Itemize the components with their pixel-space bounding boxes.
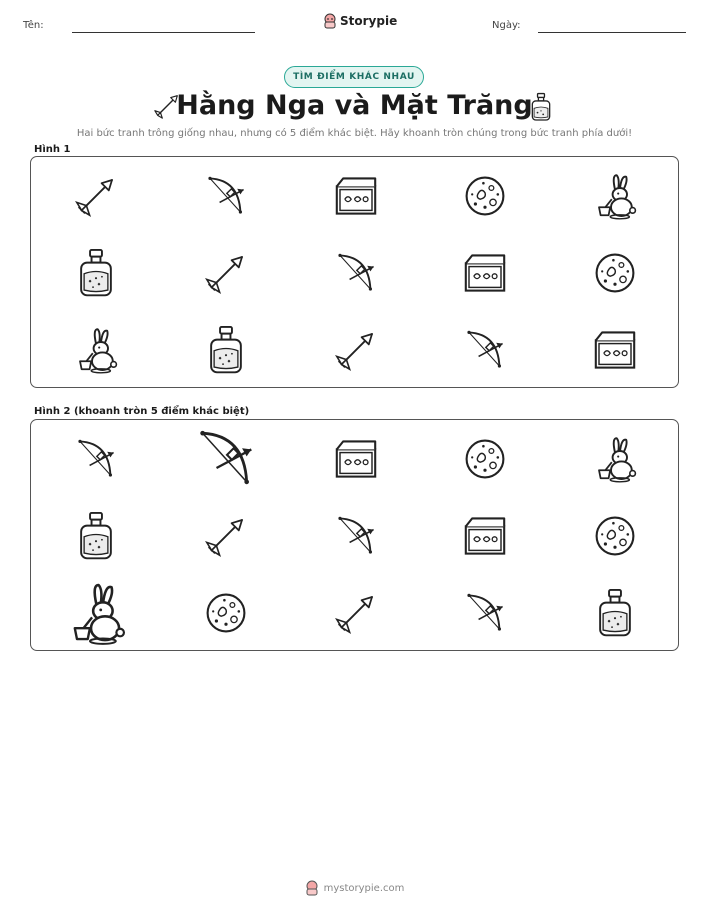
picture1-potion-icon[interactable] [72,247,120,299]
page-title: Hằng Nga và Mặt Trăng [176,90,533,121]
picture1-arrow-icon[interactable] [332,324,380,376]
picture1-moon-icon[interactable] [591,247,639,299]
picture1-rabbit-icon[interactable] [72,324,120,376]
picture2-chest-icon[interactable] [332,433,380,485]
picture2-chest-icon[interactable] [461,510,509,562]
instructions: Hai bức tranh trông giống nhau, nhưng có 5 điểm khác biệt. Hãy khoanh tròn chúng trong bức tranh phía dưới! [76,128,633,139]
picture1-arrow-icon[interactable] [202,247,250,299]
activity-badge: TÌM ĐIỂM KHÁC NHAU [284,66,424,88]
picture2-bow-icon[interactable] [72,433,120,485]
picture2-rabbit-icon[interactable] [64,578,129,648]
picture1-bow-icon[interactable] [202,170,250,222]
picture2-frame[interactable] [30,419,679,651]
footer [0,880,709,896]
date-line[interactable] [538,32,686,33]
picture1-bow-icon[interactable] [461,324,509,376]
footer-mascot-icon [305,880,319,896]
picture1-potion-icon[interactable] [202,324,250,376]
name-line[interactable] [72,32,255,33]
picture1-rabbit-icon[interactable] [591,170,639,222]
picture2-bow-icon[interactable] [461,587,509,639]
picture2-arrow-icon[interactable] [332,587,380,639]
picture2-bow-icon[interactable] [191,421,261,496]
picture1-arrow-icon[interactable] [72,170,120,222]
picture2-moon-icon[interactable] [461,433,509,485]
picture2-moon-icon[interactable] [591,510,639,562]
picture1-chest-icon[interactable] [591,324,639,376]
picture2-moon-icon[interactable] [202,587,250,639]
picture2-arrow-icon[interactable] [202,510,250,562]
storypie-mascot-icon [323,13,337,29]
picture1-label: Hình 1 [34,144,71,155]
picture1-moon-icon[interactable] [461,170,509,222]
title-potion-icon [528,91,554,123]
brand-name: Storypie [340,14,398,28]
name-label: Tên: [23,20,44,31]
picture2-bow-icon[interactable] [332,510,380,562]
picture1-chest-icon[interactable] [461,247,509,299]
picture1-chest-icon[interactable] [332,170,380,222]
picture2-potion-icon[interactable] [591,587,639,639]
picture2-rabbit-icon[interactable] [591,433,639,485]
picture2-label: Hình 2 (khoanh tròn 5 điểm khác biệt) [34,406,250,417]
picture1-frame[interactable] [30,156,679,388]
picture2-potion-icon[interactable] [72,510,120,562]
storypie-logo [323,13,397,29]
footer-url[interactable]: mystorypie.com [323,882,405,894]
picture1-bow-icon[interactable] [332,247,380,299]
date-label: Ngày: [492,20,521,31]
